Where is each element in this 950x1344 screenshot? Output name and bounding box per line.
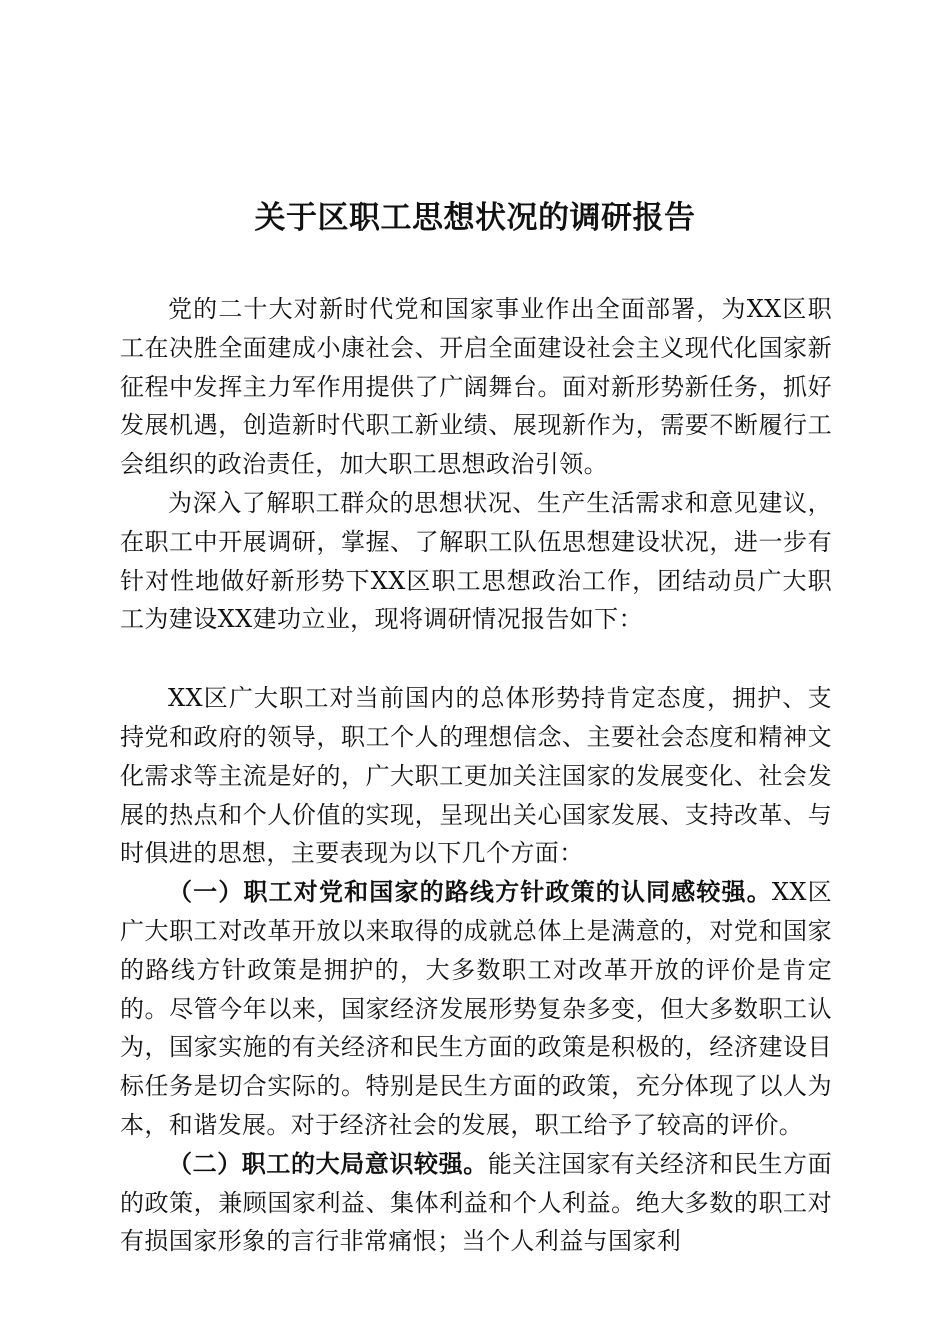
paragraph-purpose — [120, 484, 832, 639]
paragraph-section-1 — [120, 873, 832, 1145]
paragraph-overview — [120, 679, 832, 873]
section-2-heading: （二）职工的大局意识较强。 — [168, 1148, 488, 1178]
document-title: 关于区职工思想状况的调研报告 — [254, 200, 696, 236]
section-1-text: XX区广大职工对改革开放以来取得的成就总体上是满意的，对党和国家的路线方针政策是拥护的，大多数职工对改革开放的评价是肯定的。尽管今年以来，国家经济发展形势复杂多变，但大多数职工认为，国家实施的有关经济和民生方面的政策是积极的，经济建设目标任务是切合实际的。特别是民生方面的政策，充分体现了以人为本，和谐发展。对于经济社会的发展，职工给予了较高的评价。 — [120, 878, 832, 1139]
section-2-text: 能关注国家有关经济和民生方面的政策，兼顾国家利益、集体利益和个人利益。绝大多数的职工对有损国家形象的言行非常痛恨；当个人利益与国家利 — [120, 1149, 832, 1256]
paragraph-section-2 — [120, 1145, 832, 1261]
paragraph-purpose-text: 为深入了解职工群众的思想状况、生产生活需求和意见建议，在职工中开展调研，掌握、了解职工队伍思想建设状况，进一步有针对性地做好新形势下XX区职工思想政治工作，团结动员广大职工为建设XX建功立业，现将调研情况报告如下： — [120, 488, 832, 634]
paragraph-overview-text: XX区广大职工对当前国内的总体形势持肯定态度，拥护、支持党和政府的领导，职工个人的理想信念、主要社会态度和精神文化需求等主流是好的，广大职工更加关注国家的发展变化、社会发展的热点和个人价值的实现，呈现出关心国家发展、支持改革、与时俱进的思想，主要表现为以下几个方面： — [120, 684, 832, 868]
document-body — [120, 290, 832, 1261]
paragraph-intro — [120, 290, 832, 484]
paragraph-intro-text: 党的二十大对新时代党和国家事业作出全面部署，为XX区职工在决胜全面建成小康社会、开启全面建设社会主义现代化国家新征程中发挥主力军作用提供了广阔舞台。面对新形势新任务，抓好发展机遇，创造新时代职工新业绩、展现新作为，需要不断履行工会组织的政治责任，加大职工思想政治引领。 — [120, 295, 832, 479]
section-1-heading: （一）职工对党和国家的路线方针政策的认同感较强。 — [168, 877, 772, 907]
